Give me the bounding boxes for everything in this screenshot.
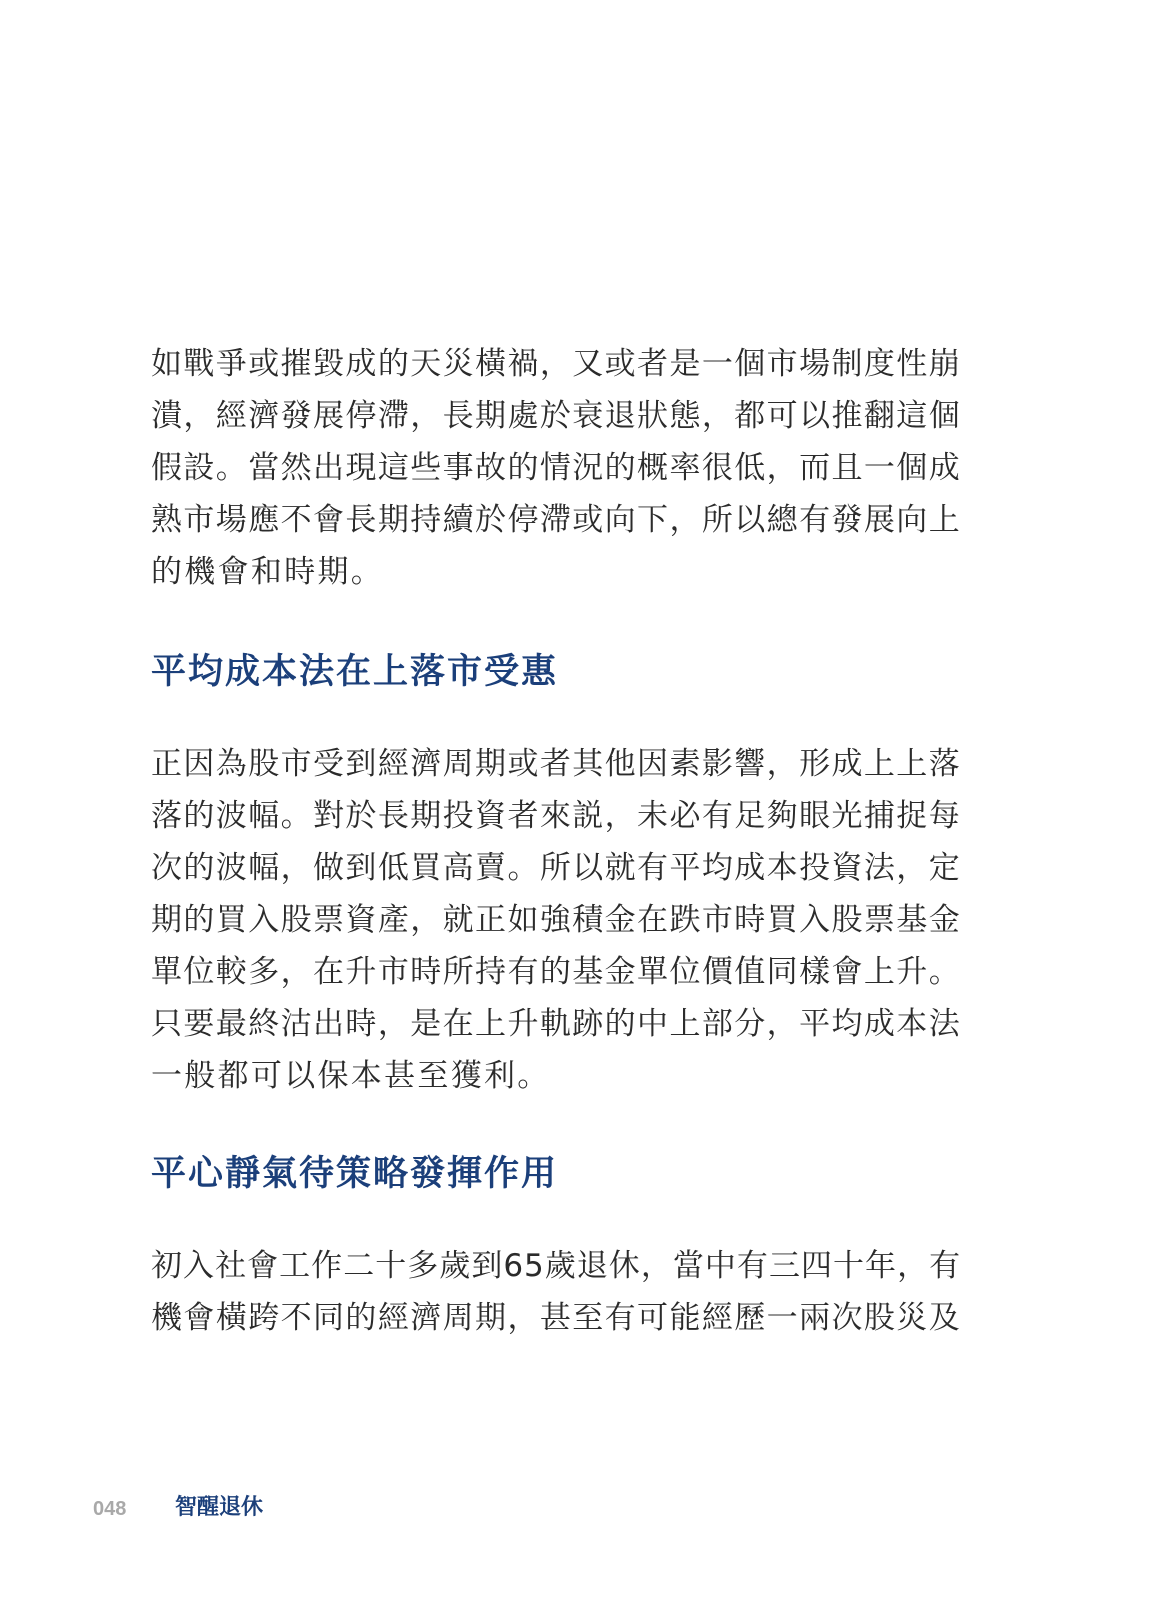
paragraph-line: 初入社會工作二十多歲到65歲退休，當中有三四十年，有 <box>151 1248 961 1284</box>
paragraph-line: 正因為股市受到經濟周期或者其他因素影響，形成上上落 <box>151 746 961 782</box>
paragraph-3 <box>151 1240 961 1344</box>
paragraph-line: 一般都可以保本甚至獲利。 <box>151 1058 551 1094</box>
paragraph-line: 單位較多，在升市時所持有的基金單位價值同樣會上升。 <box>151 954 961 990</box>
paragraph-line: 期的買入股票資產，就正如強積金在跌市時買入股票基金 <box>151 902 961 938</box>
paragraph-line: 潰，經濟發展停滯，長期處於衰退狀態，都可以推翻這個 <box>151 398 961 434</box>
paragraph-2 <box>151 738 961 1102</box>
paragraph-line: 熟市場應不會長期持續於停滯或向下，所以總有發展向上 <box>151 502 961 538</box>
running-title: 智醒退休 <box>175 1495 264 1520</box>
section-heading-1: 平均成本法在上落市受惠 <box>151 652 559 692</box>
paragraph-line: 落的波幅。對於長期投資者來説，未必有足夠眼光捕捉每 <box>151 798 961 834</box>
page-number: 048 <box>93 1498 127 1520</box>
paragraph-line: 如戰爭或摧毀成的天災橫禍，又或者是一個市場制度性崩 <box>151 346 961 382</box>
paragraph-line: 機會橫跨不同的經濟周期，甚至有可能經歷一兩次股災及 <box>151 1300 961 1336</box>
paragraph-line: 次的波幅，做到低買高賣。所以就有平均成本投資法，定 <box>151 850 961 886</box>
paragraph-line: 只要最終沽出時，是在上升軌跡的中上部分，平均成本法 <box>151 1006 961 1042</box>
paragraph-line: 假設。當然出現這些事故的情況的概率很低，而且一個成 <box>151 450 961 486</box>
section-heading-2: 平心靜氣待策略發揮作用 <box>151 1154 559 1194</box>
paragraph-line: 的機會和時期。 <box>151 554 385 590</box>
paragraph-1 <box>151 338 961 598</box>
